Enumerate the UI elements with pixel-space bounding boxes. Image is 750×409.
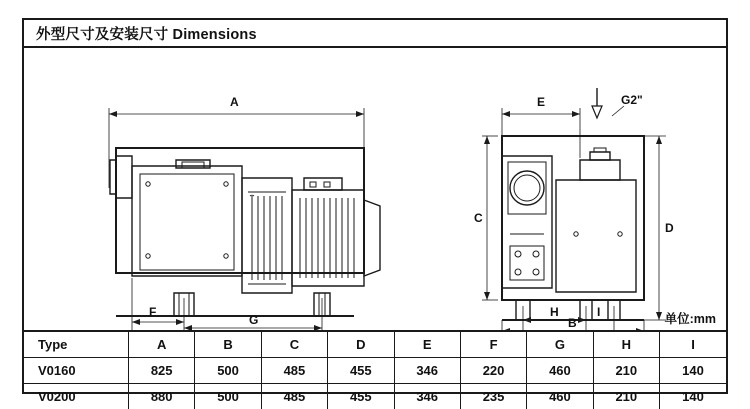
dimensions-table bbox=[24, 330, 726, 409]
column-header-d: D bbox=[328, 331, 394, 358]
right-front-view bbox=[474, 88, 674, 330]
left-side-view bbox=[109, 95, 380, 330]
cell-f: 220 bbox=[460, 358, 526, 384]
cell-g: 460 bbox=[527, 384, 593, 409]
cell-d: 455 bbox=[328, 358, 394, 384]
cell-type: V0160 bbox=[24, 358, 129, 384]
column-header-h: H bbox=[593, 331, 659, 358]
sheet-frame bbox=[22, 18, 728, 404]
cell-b: 500 bbox=[195, 358, 261, 384]
label-h: H bbox=[550, 305, 559, 319]
cell-e: 346 bbox=[394, 358, 460, 384]
cell-a: 825 bbox=[129, 358, 195, 384]
label-e: E bbox=[537, 95, 546, 109]
label-a: A bbox=[230, 95, 239, 109]
cell-i: 140 bbox=[660, 358, 727, 384]
label-d: D bbox=[665, 221, 674, 235]
page-title: 外型尺寸及安装尺寸 Dimensions bbox=[36, 26, 257, 43]
label-c: C bbox=[474, 211, 483, 225]
table-row bbox=[24, 358, 726, 384]
cell-c: 485 bbox=[261, 358, 327, 384]
cell-g: 460 bbox=[527, 358, 593, 384]
unit-note: 单位:mm bbox=[664, 312, 716, 326]
label-i: I bbox=[597, 305, 601, 319]
table-header-row bbox=[24, 331, 726, 358]
drawing-area bbox=[24, 48, 726, 330]
dimension-drawing bbox=[24, 48, 726, 330]
cell-f: 235 bbox=[460, 384, 526, 409]
cell-d: 455 bbox=[328, 384, 394, 409]
cell-c: 485 bbox=[261, 384, 327, 409]
column-header-i: I bbox=[660, 331, 727, 358]
title-bar bbox=[24, 20, 726, 48]
table-row bbox=[24, 384, 726, 409]
cell-h: 210 bbox=[593, 384, 659, 409]
cell-i: 140 bbox=[660, 384, 727, 409]
column-header-a: A bbox=[129, 331, 195, 358]
cell-type: V0200 bbox=[24, 384, 129, 409]
label-f: F bbox=[149, 305, 157, 319]
column-header-b: B bbox=[195, 331, 261, 358]
column-header-c: C bbox=[261, 331, 327, 358]
cell-h: 210 bbox=[593, 358, 659, 384]
label-b: B bbox=[568, 316, 577, 330]
column-header-f: F bbox=[460, 331, 526, 358]
cell-b: 500 bbox=[195, 384, 261, 409]
column-header-e: E bbox=[394, 331, 460, 358]
column-header-type: Type bbox=[24, 331, 129, 358]
column-header-g: G bbox=[527, 331, 593, 358]
label-g: G bbox=[249, 313, 259, 327]
cell-e: 346 bbox=[394, 384, 460, 409]
cell-a: 880 bbox=[129, 384, 195, 409]
label-g2: G2" bbox=[621, 93, 643, 107]
